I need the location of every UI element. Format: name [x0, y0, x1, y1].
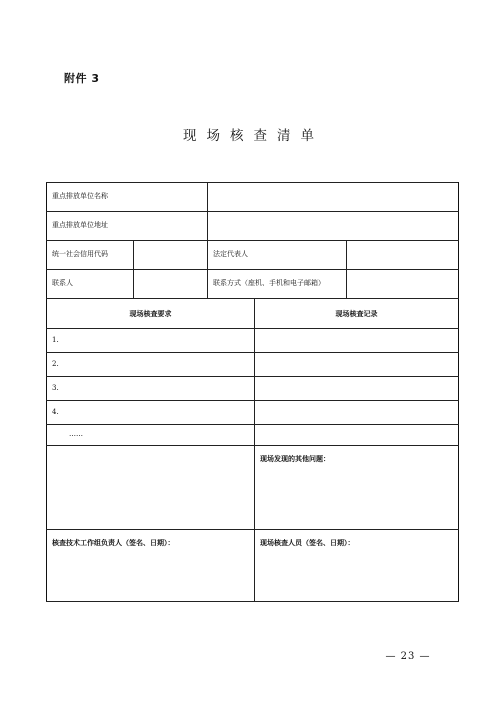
other-issues-label: 现场发现的其他问题： [255, 446, 459, 530]
unit-address-value[interactable] [208, 212, 459, 241]
unit-address-row [47, 212, 459, 241]
unit-address-label: 重点排放单位地址 [47, 212, 208, 241]
document-title: 现场核查清单 [183, 128, 324, 144]
item-requirement: 3. [47, 377, 255, 401]
legal-rep-label: 法定代表人 [208, 241, 347, 270]
other-issues-left[interactable] [47, 446, 255, 530]
contact-value[interactable] [134, 270, 208, 299]
unit-name-value[interactable] [208, 183, 459, 212]
item-row [47, 377, 459, 401]
records-header: 现场核查记录 [255, 299, 459, 329]
item-requirement: 1. [47, 329, 255, 353]
item-row [47, 353, 459, 377]
item-record[interactable] [255, 377, 459, 401]
credit-code-value[interactable] [134, 241, 208, 270]
credit-code-label: 统一社会信用代码 [47, 241, 134, 270]
unit-name-label: 重点排放单位名称 [47, 183, 208, 212]
tech-lead-signature-label: 核查技术工作组负责人（签名、日期）： [47, 530, 255, 602]
item-row [47, 401, 459, 425]
item-record[interactable] [255, 401, 459, 425]
page-number: — 23 — [385, 651, 431, 662]
legal-rep-value[interactable] [347, 241, 459, 270]
attachment-label: 附件 3 [64, 72, 100, 85]
inspection-form-table [46, 182, 459, 602]
item-record[interactable] [255, 353, 459, 377]
ellipsis-record[interactable] [255, 425, 459, 446]
contact-method-value[interactable] [347, 270, 459, 299]
inspector-signature-label: 现场核查人员（签名、日期）： [255, 530, 459, 602]
ellipsis-text: …… [47, 425, 255, 446]
contact-method-label: 联系方式（座机、手机和电子邮箱） [208, 270, 347, 299]
item-requirement: 2. [47, 353, 255, 377]
other-issues-row [47, 446, 459, 530]
credit-code-row [47, 241, 459, 270]
contact-label: 联系人 [47, 270, 134, 299]
signature-row [47, 530, 459, 602]
unit-name-row [47, 183, 459, 212]
item-requirement: 4. [47, 401, 255, 425]
item-row [47, 329, 459, 353]
item-record[interactable] [255, 329, 459, 353]
ellipsis-row [47, 425, 459, 446]
section-header-row [47, 299, 459, 329]
requirements-header: 现场核查要求 [47, 299, 255, 329]
contact-row [47, 270, 459, 299]
